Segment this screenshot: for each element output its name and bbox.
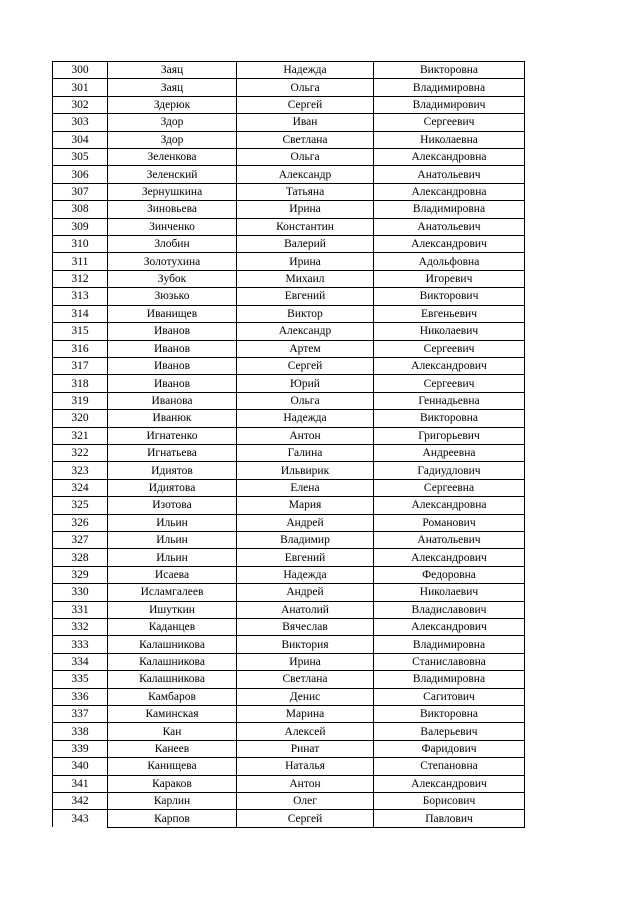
first-name-cell: Анатолий xyxy=(237,601,374,618)
table-row xyxy=(53,410,525,427)
patronymic-cell: Александровна xyxy=(374,497,525,514)
last-name-cell: Здор xyxy=(108,131,237,148)
row-number-cell: 304 xyxy=(53,131,108,148)
first-name-cell: Марина xyxy=(237,706,374,723)
row-number-cell: 305 xyxy=(53,149,108,166)
first-name-cell: Ирина xyxy=(237,653,374,670)
last-name-cell: Калашникова xyxy=(108,671,237,688)
patronymic-cell: Викторович xyxy=(374,288,525,305)
patronymic-cell: Александровна xyxy=(374,183,525,200)
first-name-cell: Сергей xyxy=(237,96,374,113)
patronymic-cell: Александрович xyxy=(374,236,525,253)
patronymic-cell: Федоровна xyxy=(374,566,525,583)
patronymic-cell: Григорьевич xyxy=(374,427,525,444)
last-name-cell: Зюзько xyxy=(108,288,237,305)
last-name-cell: Зеленский xyxy=(108,166,237,183)
last-name-cell: Идиятова xyxy=(108,479,237,496)
patronymic-cell: Владимировна xyxy=(374,201,525,218)
first-name-cell: Виктор xyxy=(237,305,374,322)
first-name-cell: Антон xyxy=(237,775,374,792)
last-name-cell: Ильин xyxy=(108,514,237,531)
table-row xyxy=(53,497,525,514)
table-row xyxy=(53,305,525,322)
row-number-cell: 307 xyxy=(53,183,108,200)
last-name-cell: Заяц xyxy=(108,79,237,96)
row-number-cell: 311 xyxy=(53,253,108,270)
patronymic-cell: Викторовна xyxy=(374,62,525,79)
row-number-cell: 340 xyxy=(53,758,108,775)
patronymic-cell: Сагитович xyxy=(374,688,525,705)
first-name-cell: Ринат xyxy=(237,740,374,757)
first-name-cell: Надежда xyxy=(237,410,374,427)
row-number-cell: 330 xyxy=(53,584,108,601)
row-number-cell: 343 xyxy=(53,810,108,827)
last-name-cell: Ильин xyxy=(108,549,237,566)
table-row xyxy=(53,810,525,827)
row-number-cell: 321 xyxy=(53,427,108,444)
first-name-cell: Константин xyxy=(237,218,374,235)
row-number-cell: 331 xyxy=(53,601,108,618)
last-name-cell: Карпов xyxy=(108,810,237,827)
patronymic-cell: Фаридович xyxy=(374,740,525,757)
last-name-cell: Канищева xyxy=(108,758,237,775)
patronymic-cell: Николаевич xyxy=(374,584,525,601)
last-name-cell: Кан xyxy=(108,723,237,740)
table-row xyxy=(53,201,525,218)
row-number-cell: 332 xyxy=(53,619,108,636)
row-number-cell: 335 xyxy=(53,671,108,688)
table-row xyxy=(53,549,525,566)
table-row xyxy=(53,601,525,618)
row-number-cell: 336 xyxy=(53,688,108,705)
table-row xyxy=(53,340,525,357)
first-name-cell: Ольга xyxy=(237,392,374,409)
patronymic-cell: Владимировна xyxy=(374,79,525,96)
table-row xyxy=(53,514,525,531)
first-name-cell: Олег xyxy=(237,793,374,810)
table-row xyxy=(53,375,525,392)
last-name-cell: Иванова xyxy=(108,392,237,409)
first-name-cell: Ольга xyxy=(237,79,374,96)
last-name-cell: Золотухина xyxy=(108,253,237,270)
patronymic-cell: Александрович xyxy=(374,775,525,792)
first-name-cell: Ильвирик xyxy=(237,462,374,479)
first-name-cell: Мария xyxy=(237,497,374,514)
last-name-cell: Ильин xyxy=(108,531,237,548)
first-name-cell: Галина xyxy=(237,444,374,461)
row-number-cell: 324 xyxy=(53,479,108,496)
table-row xyxy=(53,688,525,705)
patronymic-cell: Борисович xyxy=(374,793,525,810)
first-name-cell: Владимир xyxy=(237,531,374,548)
row-number-cell: 317 xyxy=(53,357,108,374)
first-name-cell: Надежда xyxy=(237,62,374,79)
first-name-cell: Александр xyxy=(237,323,374,340)
last-name-cell: Иванищев xyxy=(108,305,237,322)
first-name-cell: Ирина xyxy=(237,201,374,218)
first-name-cell: Светлана xyxy=(237,671,374,688)
patronymic-cell: Сергеевич xyxy=(374,340,525,357)
patronymic-cell: Евгеньевич xyxy=(374,305,525,322)
row-number-cell: 312 xyxy=(53,270,108,287)
table-row xyxy=(53,288,525,305)
last-name-cell: Зеленкова xyxy=(108,149,237,166)
patronymic-cell: Адольфовна xyxy=(374,253,525,270)
row-number-cell: 338 xyxy=(53,723,108,740)
first-name-cell: Антон xyxy=(237,427,374,444)
table-row xyxy=(53,149,525,166)
table-row xyxy=(53,427,525,444)
row-number-cell: 300 xyxy=(53,62,108,79)
patronymic-cell: Анатольевич xyxy=(374,166,525,183)
row-number-cell: 322 xyxy=(53,444,108,461)
last-name-cell: Злобин xyxy=(108,236,237,253)
table-row xyxy=(53,392,525,409)
last-name-cell: Зиновьева xyxy=(108,201,237,218)
last-name-cell: Калашникова xyxy=(108,653,237,670)
table-row xyxy=(53,166,525,183)
row-number-cell: 333 xyxy=(53,636,108,653)
row-number-cell: 313 xyxy=(53,288,108,305)
first-name-cell: Елена xyxy=(237,479,374,496)
row-number-cell: 319 xyxy=(53,392,108,409)
patronymic-cell: Анатольевич xyxy=(374,531,525,548)
patronymic-cell: Николаевна xyxy=(374,131,525,148)
patronymic-cell: Викторовна xyxy=(374,410,525,427)
table-row xyxy=(53,323,525,340)
patronymic-cell: Степановна xyxy=(374,758,525,775)
row-number-cell: 326 xyxy=(53,514,108,531)
table-row xyxy=(53,758,525,775)
table-row xyxy=(53,462,525,479)
last-name-cell: Идиятов xyxy=(108,462,237,479)
table-row xyxy=(53,636,525,653)
last-name-cell: Иванюк xyxy=(108,410,237,427)
row-number-cell: 306 xyxy=(53,166,108,183)
patronymic-cell: Гадиудлович xyxy=(374,462,525,479)
patronymic-cell: Валерьевич xyxy=(374,723,525,740)
first-name-cell: Юрий xyxy=(237,375,374,392)
row-number-cell: 310 xyxy=(53,236,108,253)
last-name-cell: Исламгалеев xyxy=(108,584,237,601)
row-number-cell: 301 xyxy=(53,79,108,96)
table-row xyxy=(53,114,525,131)
row-number-cell: 303 xyxy=(53,114,108,131)
last-name-cell: Канеев xyxy=(108,740,237,757)
row-number-cell: 316 xyxy=(53,340,108,357)
patronymic-cell: Анатольевич xyxy=(374,218,525,235)
table-row xyxy=(53,444,525,461)
table-row xyxy=(53,253,525,270)
last-name-cell: Заяц xyxy=(108,62,237,79)
last-name-cell: Ишуткин xyxy=(108,601,237,618)
table-row xyxy=(53,740,525,757)
first-name-cell: Сергей xyxy=(237,810,374,827)
table-row xyxy=(53,236,525,253)
first-name-cell: Сергей xyxy=(237,357,374,374)
patronymic-cell: Николаевич xyxy=(374,323,525,340)
roster-table xyxy=(52,61,525,828)
table-row xyxy=(53,531,525,548)
patronymic-cell: Романович xyxy=(374,514,525,531)
patronymic-cell: Сергеевич xyxy=(374,114,525,131)
first-name-cell: Александр xyxy=(237,166,374,183)
last-name-cell: Здерюк xyxy=(108,96,237,113)
first-name-cell: Надежда xyxy=(237,566,374,583)
table-row xyxy=(53,584,525,601)
last-name-cell: Караков xyxy=(108,775,237,792)
row-number-cell: 318 xyxy=(53,375,108,392)
row-number-cell: 315 xyxy=(53,323,108,340)
last-name-cell: Зубок xyxy=(108,270,237,287)
row-number-cell: 328 xyxy=(53,549,108,566)
first-name-cell: Евгений xyxy=(237,549,374,566)
last-name-cell: Здор xyxy=(108,114,237,131)
last-name-cell: Игнатьева xyxy=(108,444,237,461)
first-name-cell: Наталья xyxy=(237,758,374,775)
table-row xyxy=(53,723,525,740)
patronymic-cell: Владиславович xyxy=(374,601,525,618)
table-row xyxy=(53,270,525,287)
patronymic-cell: Владимирович xyxy=(374,96,525,113)
last-name-cell: Изотова xyxy=(108,497,237,514)
patronymic-cell: Андреевна xyxy=(374,444,525,461)
last-name-cell: Иванов xyxy=(108,357,237,374)
patronymic-cell: Игоревич xyxy=(374,270,525,287)
first-name-cell: Артем xyxy=(237,340,374,357)
last-name-cell: Карлин xyxy=(108,793,237,810)
row-number-cell: 314 xyxy=(53,305,108,322)
last-name-cell: Иванов xyxy=(108,323,237,340)
row-number-cell: 309 xyxy=(53,218,108,235)
first-name-cell: Валерий xyxy=(237,236,374,253)
row-number-cell: 334 xyxy=(53,653,108,670)
first-name-cell: Денис xyxy=(237,688,374,705)
patronymic-cell: Владимировна xyxy=(374,671,525,688)
patronymic-cell: Сергеевич xyxy=(374,375,525,392)
patronymic-cell: Александрович xyxy=(374,619,525,636)
patronymic-cell: Викторовна xyxy=(374,706,525,723)
table-row xyxy=(53,653,525,670)
table-row xyxy=(53,706,525,723)
row-number-cell: 339 xyxy=(53,740,108,757)
table-row xyxy=(53,566,525,583)
first-name-cell: Андрей xyxy=(237,584,374,601)
table-row xyxy=(53,131,525,148)
patronymic-cell: Павлович xyxy=(374,810,525,827)
row-number-cell: 342 xyxy=(53,793,108,810)
first-name-cell: Ирина xyxy=(237,253,374,270)
table-row xyxy=(53,671,525,688)
row-number-cell: 337 xyxy=(53,706,108,723)
last-name-cell: Иванов xyxy=(108,340,237,357)
table-row xyxy=(53,619,525,636)
first-name-cell: Светлана xyxy=(237,131,374,148)
row-number-cell: 302 xyxy=(53,96,108,113)
first-name-cell: Виктория xyxy=(237,636,374,653)
row-number-cell: 325 xyxy=(53,497,108,514)
patronymic-cell: Владимировна xyxy=(374,636,525,653)
row-number-cell: 329 xyxy=(53,566,108,583)
table-row xyxy=(53,357,525,374)
table-row xyxy=(53,183,525,200)
row-number-cell: 308 xyxy=(53,201,108,218)
table-row xyxy=(53,79,525,96)
roster-table-body xyxy=(53,62,525,828)
patronymic-cell: Станиславовна xyxy=(374,653,525,670)
table-row xyxy=(53,62,525,79)
last-name-cell: Зернушкина xyxy=(108,183,237,200)
last-name-cell: Исаева xyxy=(108,566,237,583)
patronymic-cell: Александрович xyxy=(374,357,525,374)
first-name-cell: Алексей xyxy=(237,723,374,740)
row-number-cell: 341 xyxy=(53,775,108,792)
last-name-cell: Иванов xyxy=(108,375,237,392)
last-name-cell: Каданцев xyxy=(108,619,237,636)
row-number-cell: 327 xyxy=(53,531,108,548)
last-name-cell: Зинченко xyxy=(108,218,237,235)
last-name-cell: Калашникова xyxy=(108,636,237,653)
table-row xyxy=(53,793,525,810)
first-name-cell: Андрей xyxy=(237,514,374,531)
table-row xyxy=(53,218,525,235)
first-name-cell: Иван xyxy=(237,114,374,131)
patronymic-cell: Александровна xyxy=(374,149,525,166)
first-name-cell: Ольга xyxy=(237,149,374,166)
table-row xyxy=(53,96,525,113)
first-name-cell: Михаил xyxy=(237,270,374,287)
patronymic-cell: Александрович xyxy=(374,549,525,566)
row-number-cell: 320 xyxy=(53,410,108,427)
first-name-cell: Татьяна xyxy=(237,183,374,200)
first-name-cell: Евгений xyxy=(237,288,374,305)
last-name-cell: Камбаров xyxy=(108,688,237,705)
first-name-cell: Вячеслав xyxy=(237,619,374,636)
last-name-cell: Каминская xyxy=(108,706,237,723)
table-row xyxy=(53,775,525,792)
last-name-cell: Игнатенко xyxy=(108,427,237,444)
patronymic-cell: Геннадьевна xyxy=(374,392,525,409)
table-row xyxy=(53,479,525,496)
row-number-cell: 323 xyxy=(53,462,108,479)
patronymic-cell: Сергеевна xyxy=(374,479,525,496)
